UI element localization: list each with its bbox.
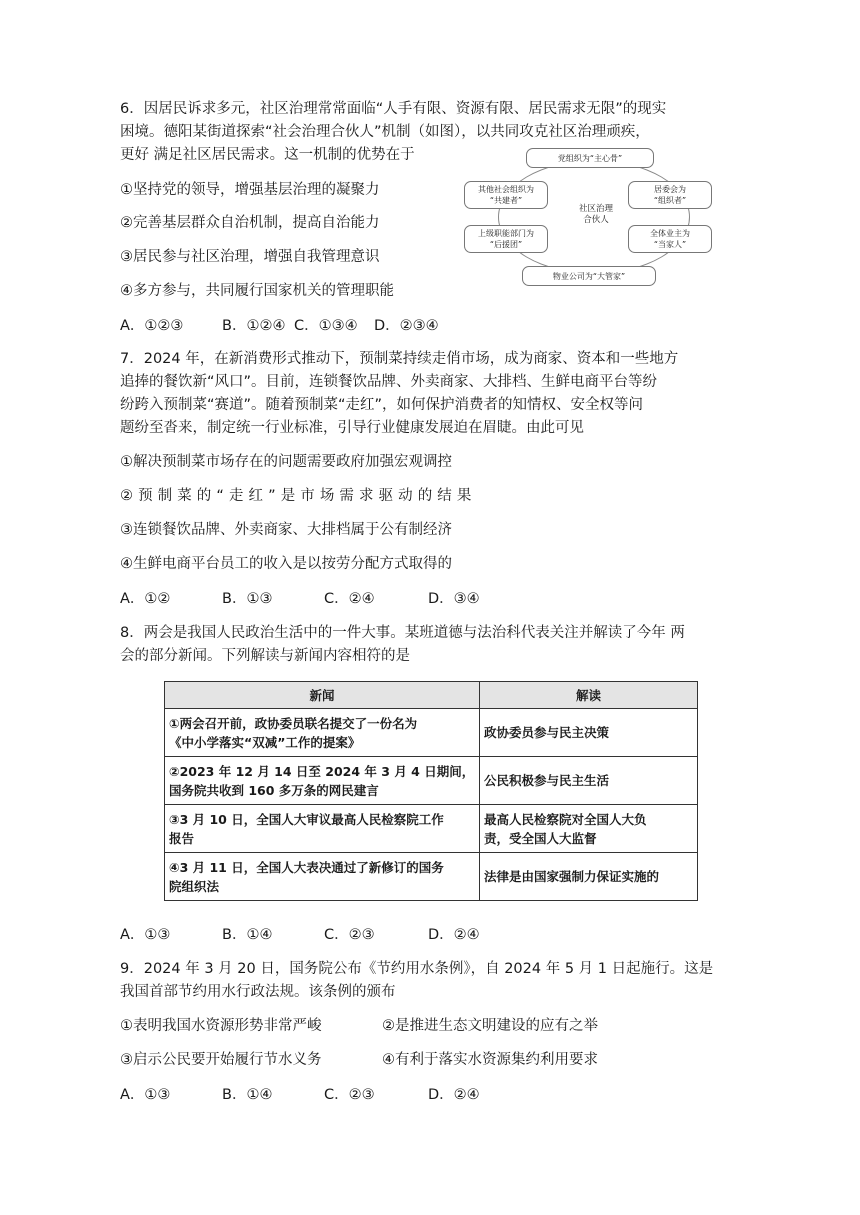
q9-item-3: ③启示公民要开始履行节水义务 [120,1052,322,1068]
diagram-box-left-lower: 上级职能部门为 “后援团” [464,225,548,253]
q6-item-1: ①坚持党的领导，增强基层治理的凝聚力 [120,182,380,198]
q7-option-d: D．③④ [428,591,480,607]
table-cell-news: ③3 月 10 日，全国人大审议最高人民检察院工作 报告 [165,805,480,853]
table-row [165,709,698,757]
q6-option-b: B．①②④ [222,318,286,334]
governance-partner-diagram [458,148,730,288]
q6-option-d: D．②③④ [374,318,439,334]
q7-item-1: ①解决预制菜市场存在的问题需要政府加强宏观调控 [120,454,452,470]
diagram-box-right-upper: 居委会为 “组织者” [628,181,712,209]
q9-items-row-1 [120,1016,598,1036]
table-cell-news: ②2023 年 12 月 14 日至 2024 年 3 月 4 日期间， 国务院共收到 160 多万条的网民建言 [165,757,480,805]
q7-options [120,589,480,609]
q8-option-d: D．②④ [428,927,480,943]
diagram-center-label: 社区治理 合伙人 [578,204,613,225]
news-interpretation-table [164,681,698,901]
q7-item-4: ④生鲜电商平台员工的收入是以按劳分配方式取得的 [120,556,452,572]
q7-item-3: ③连锁餐饮品牌、外卖商家、大排档属于公有制经济 [120,522,452,538]
q9-option-a: A．①③ [120,1087,171,1103]
diagram-box-left-upper: 其他社会组织为 “共建者” [464,181,548,209]
q9-item-1: ①表明我国水资源形势非常严峻 [120,1018,322,1034]
table-row [165,805,698,853]
diagram-box-top: 党组织为“主心骨” [526,148,654,168]
q6-item-3: ③居民参与社区治理，增强自我管理意识 [120,249,380,265]
table-header-interpretation: 解读 [480,682,698,709]
diagram-box-bottom: 物业公司为“大管家” [522,266,656,286]
q9-item-2: ②是推进生态文明建设的应有之举 [382,1018,598,1034]
table-row [165,853,698,901]
table-cell-interpretation: 最高人民检察院对全国人大负 责，受全国人大监督 [480,805,698,853]
q9-option-b: B．①④ [222,1087,273,1103]
table-cell-interpretation: 政协委员参与民主决策 [480,709,698,757]
q6-stem-line-3: 更好 满足社区居民需求。这一机制的优势在于 [120,147,415,163]
q7-stem-line-2: 追捧的餐饮新“风口”。目前，连锁餐饮品牌、外卖商家、大排档、生鲜电商平台等纷 [120,374,658,390]
q8-stem-line-2: 会的部分新闻。下列解读与新闻内容相符的是 [120,648,410,664]
table-cell-interpretation: 公民积极参与民主生活 [480,757,698,805]
q9-option-d: D．②④ [428,1087,480,1103]
q9-stem-line-1: 9．2024 年 3 月 20 日，国务院公布《节约用水条例》，自 2024 年 5 月 1 日起施行。这是 [120,961,714,977]
q8-option-a: A．①③ [120,927,171,943]
q6-item-4: ④多方参与，共同履行国家机关的管理职能 [120,283,394,299]
q7-stem-line-1: 7．2024 年，在新消费形式推动下，预制菜持续走俏市场，成为商家、资本和一些地方 [120,351,679,367]
q6-option-a: A．①②③ [120,318,184,334]
table-header-news: 新闻 [165,682,480,709]
q7-option-a: A．①② [120,591,171,607]
q7-stem-line-3: 纷跨入预制菜“赛道”。随着预制菜“走红”，如何保护消费者的知情权、安全权等问 [120,397,644,413]
q9-option-c: C．②③ [324,1087,375,1103]
q8-option-c: C．②③ [324,927,375,943]
q6-item-2: ②完善基层群众自治机制，提高自治能力 [120,215,380,231]
q6-stem-line-2: 困境。德阳某街道探索“社会治理合伙人”机制（如图），以共同攻克社区治理顽疾， [120,124,650,140]
q8-stem-line-1: 8．两会是我国人民政治生活中的一件大事。某班道德与法治科代表关注并解读了今年 两 [120,625,685,641]
q9-items-row-2 [120,1050,598,1070]
table-header-row [165,682,698,709]
table-cell-news: ①两会召开前，政协委员联名提交了一份名为 《中小学落实“双减”工作的提案》 [165,709,480,757]
q7-item-2: ②预制菜的“走红”是市场需求驱动的结果 [120,488,477,504]
q8-option-b: B．①④ [222,927,273,943]
diagram-box-right-lower: 全体业主为 “当家人” [628,225,712,253]
table-cell-news: ④3 月 11 日，全国人大表决通过了新修订的国务 院组织法 [165,853,480,901]
q9-options [120,1085,480,1105]
q7-stem-line-4: 题纷至沓来，制定统一行业标准，引导行业健康发展迫在眉睫。由此可见 [120,420,584,436]
q7-option-c: C．②④ [324,591,375,607]
table-cell-interpretation: 法律是由国家强制力保证实施的 [480,853,698,901]
table-row [165,757,698,805]
q6-stem-line-1: 6．因居民诉求多元，社区治理常常面临“人手有限、资源有限、居民需求无限”的现实 [120,101,667,117]
q8-options [120,925,480,945]
q9-stem-line-2: 我国首部节约用水行政法规。该条例的颁布 [120,984,396,1000]
q6-option-c: C．①③④ [294,318,358,334]
q9-item-4: ④有利于落实水资源集约利用要求 [382,1052,598,1068]
q6-options [120,316,439,336]
q7-option-b: B．①③ [222,591,273,607]
